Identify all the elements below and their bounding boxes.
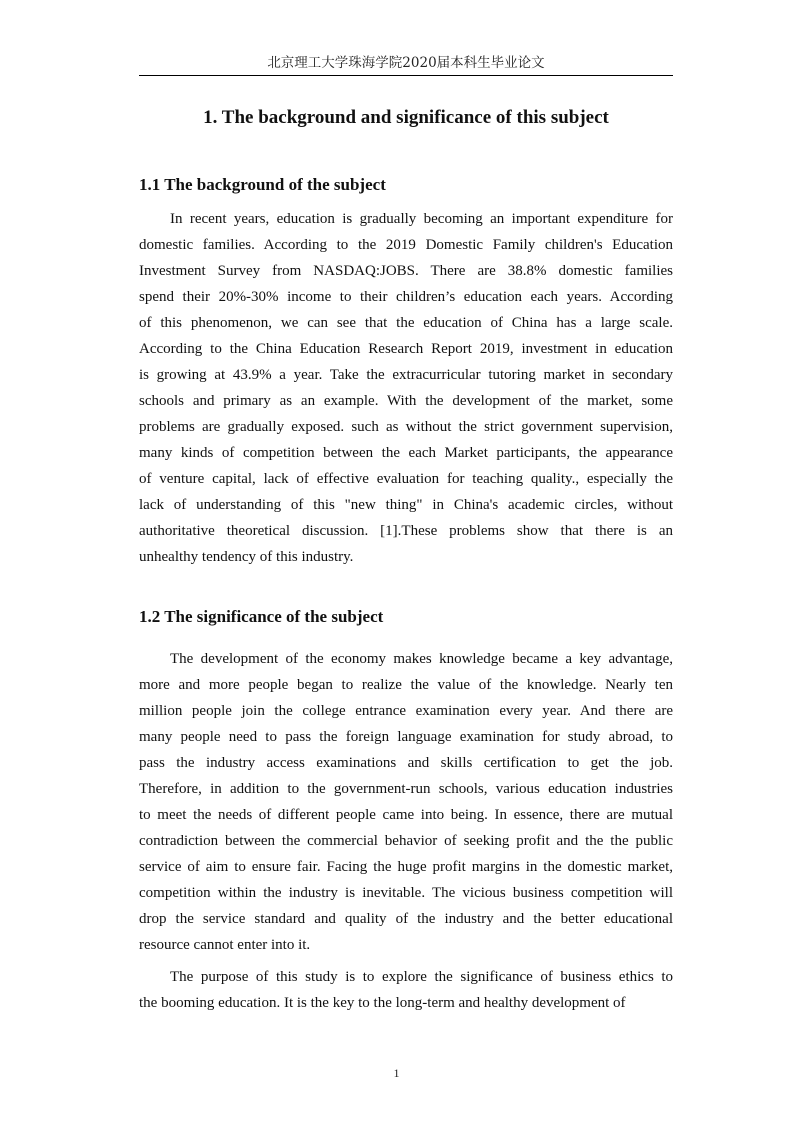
text-line: the booming education. It is the key to the long-term and healthy development of (139, 995, 626, 1011)
text-line: resource cannot enter into it. (139, 937, 311, 953)
page-number: 1 (393, 1066, 400, 1080)
text-line: contradiction between the commercial behavior of seeking profit and the the public (139, 833, 673, 849)
text-line: In recent years, education is gradually becoming an important expenditure for (170, 211, 673, 227)
text-line: authoritative theoretical discussion. [1].These problems show that there is an (139, 523, 673, 539)
section-heading-1-2: 1.2 The significance of the subject (139, 607, 384, 626)
text-line: service of aim to ensure fair. Facing the huge profit margins in the domestic market, (139, 859, 673, 875)
section-heading-1-1: 1.1 The background of the subject (139, 175, 386, 194)
text-line: The development of the economy makes knowledge became a key advantage, (170, 651, 673, 667)
text-line: spend their 20%-30% income to their children’s education each years. According (139, 289, 673, 305)
paragraph-significance-2 (139, 964, 673, 1016)
text-line: schools and primary as an example. With the development of the market, some (139, 393, 673, 409)
text-line: problems are gradually exposed. such as without the strict government supervision, (139, 419, 673, 435)
text-line: Therefore, in addition to the government-run schools, various education industries (139, 781, 673, 797)
text-line: The purpose of this study is to explore the significance of business ethics to (170, 969, 673, 985)
text-line: Investment Survey from NASDAQ:JOBS. There are 38.8% domestic families (139, 263, 673, 279)
paragraph-background (139, 206, 673, 570)
text-line: many people need to pass the foreign language examination for study abroad, to (139, 729, 673, 745)
paragraph-significance-1 (139, 646, 673, 958)
text-line: of this phenomenon, we can see that the education of China has a large scale. (139, 315, 673, 331)
text-line: drop the service standard and quality of the industry and the better educational (139, 911, 673, 927)
chapter-title: 1. The background and significance of this subject (203, 107, 609, 128)
text-line: of venture capital, lack of effective evaluation for teaching quality., especially the (139, 471, 673, 487)
text-line: to meet the needs of different people came into being. In essence, there are mutual (139, 807, 673, 823)
text-line: million people join the college entrance examination every year. And there are (139, 703, 673, 719)
text-line: competition within the industry is inevitable. The vicious business competition will (139, 885, 673, 901)
text-line: many kinds of competition between the each Market participants, the appearance (139, 445, 673, 461)
running-header: 北京理工大学珠海学院2020届本科生毕业论文 (267, 55, 545, 71)
text-line: According to the China Education Research Report 2019, investment in education (139, 341, 673, 357)
text-line: domestic families. According to the 2019 Domestic Family children's Education (139, 237, 673, 253)
text-line: unhealthy tendency of this industry. (139, 549, 354, 565)
header-rule (139, 75, 673, 76)
text-line: more and more people began to realize the value of the knowledge. Nearly ten (139, 677, 673, 693)
text-line: lack of understanding of this "new thing" in China's academic circles, without (139, 497, 673, 513)
text-line: pass the industry access examinations and skills certification to get the job. (139, 755, 673, 771)
text-line: is growing at 43.9% a year. Take the extracurricular tutoring market in secondary (139, 367, 673, 383)
